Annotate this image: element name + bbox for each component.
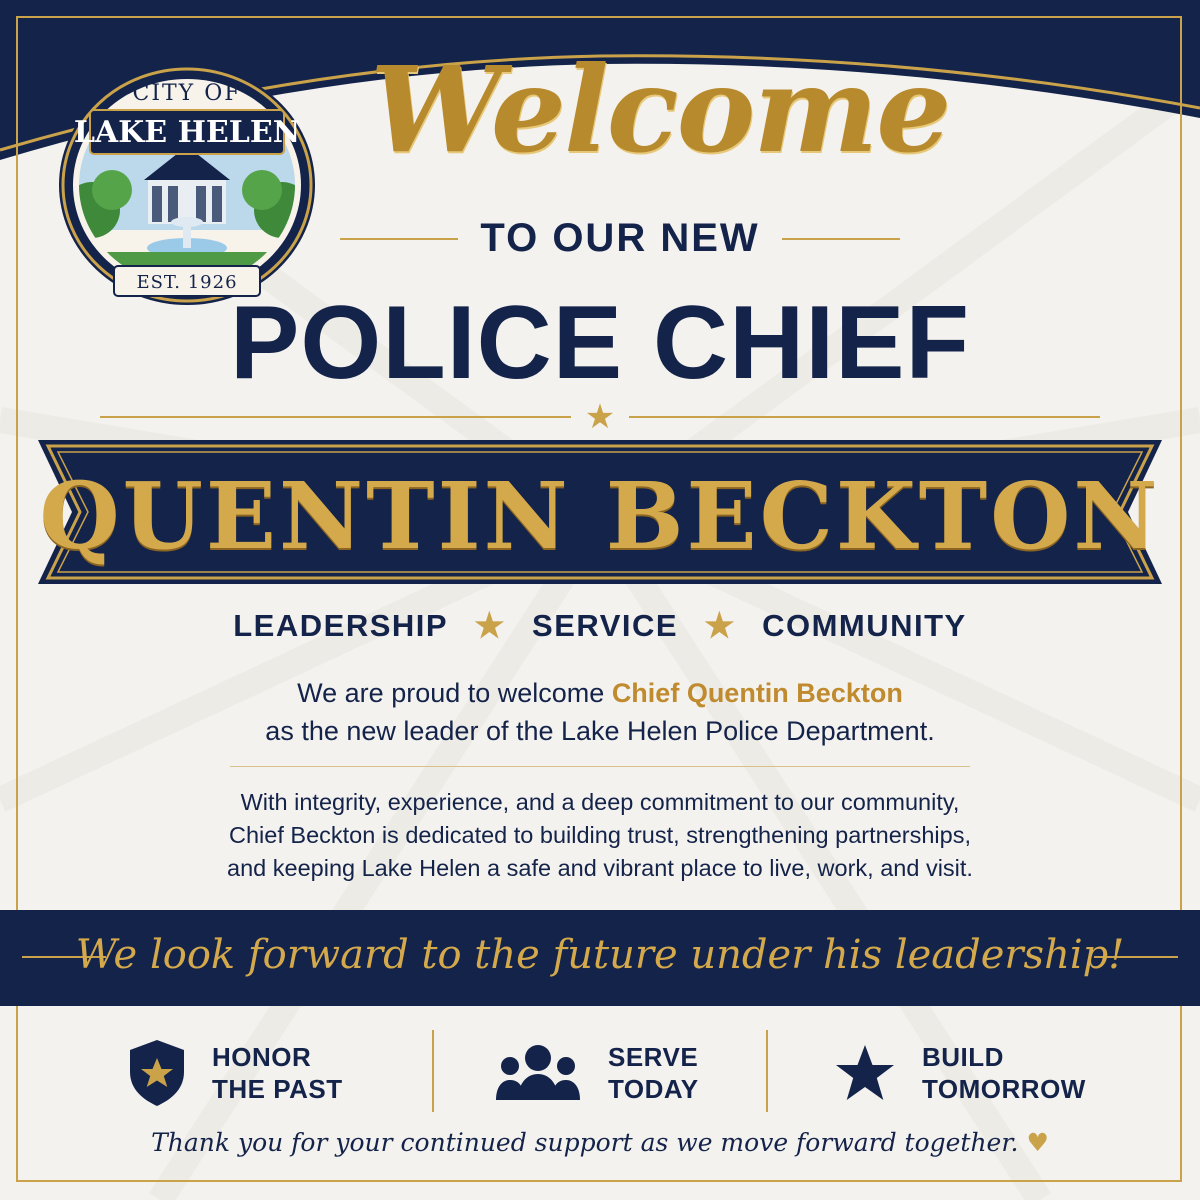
section-divider <box>230 766 970 767</box>
star-divider-rule-left <box>100 416 571 418</box>
intro-line-2: as the new leader of the Lake Helen Police Department. <box>265 716 935 746</box>
pillar-serve-label <box>608 1041 699 1105</box>
subtitle-rule-right <box>782 238 900 240</box>
value-separator-star-icon: ★ <box>474 607 507 645</box>
star-icon <box>834 1043 896 1103</box>
pillar-build <box>834 1028 1086 1118</box>
intro-highlight: Chief Quentin Beckton <box>611 678 903 708</box>
tagline-band <box>0 910 1200 1006</box>
pillar-divider <box>432 1030 434 1112</box>
star-divider-rule-right <box>629 416 1100 418</box>
shield-star-icon <box>128 1038 186 1108</box>
pillar-line: THE PAST <box>212 1074 343 1104</box>
pillar-line: HONOR <box>212 1042 312 1072</box>
seal-top-text: CITY OF <box>132 81 242 106</box>
pillar-serve <box>494 1028 699 1118</box>
pillar-honor <box>128 1028 343 1118</box>
body-paragraph <box>0 786 1200 885</box>
body-line: With integrity, experience, and a deep commitment to our community, <box>240 789 960 815</box>
value-separator-star-icon: ★ <box>704 607 737 645</box>
seal-est-text: EST. 1926 <box>136 272 238 293</box>
people-group-icon <box>494 1042 582 1104</box>
pillar-line: TOMORROW <box>922 1074 1086 1104</box>
intro-paragraph <box>0 674 1200 750</box>
subtitle-rule-left <box>340 238 458 240</box>
body-line: and keeping Lake Helen a safe and vibrant place to live, work, and visit. <box>227 855 973 881</box>
pillar-build-label <box>922 1041 1086 1105</box>
seal-name-text: LAKE HELEN <box>73 115 301 150</box>
pillar-line: TODAY <box>608 1074 699 1104</box>
intro-before: We are proud to welcome <box>297 678 612 708</box>
value-service: SERVICE <box>532 608 679 643</box>
page-title: POLICE CHIEF <box>229 285 971 401</box>
pillar-line: BUILD <box>922 1042 1004 1072</box>
subtitle-text: TO OUR NEW <box>480 216 760 260</box>
tagline-text: We look forward to the future under his leadership! <box>75 932 1125 978</box>
pillar-divider <box>766 1030 768 1112</box>
pillar-line: SERVE <box>608 1042 699 1072</box>
subtitle-row <box>340 216 900 261</box>
chief-name: QUENTIN BECKTON <box>39 462 1161 570</box>
city-seal <box>52 60 322 310</box>
value-leadership: LEADERSHIP <box>233 608 449 643</box>
value-community: COMMUNITY <box>762 608 967 643</box>
intro-line-1 <box>0 674 1200 712</box>
heart-icon: ♥ <box>1026 1128 1049 1157</box>
pillar-honor-label <box>212 1041 343 1105</box>
welcome-heading: Welcome <box>370 40 950 179</box>
footer-text: Thank you for your continued support as we move forward together. <box>151 1128 1019 1157</box>
pillars-row <box>0 1028 1200 1118</box>
divider-star-icon: ★ <box>584 397 616 437</box>
body-line: Chief Beckton is dedicated to building trust, strengthening partnerships, <box>229 822 971 848</box>
values-row <box>0 606 1200 646</box>
footer-thanks <box>0 1128 1200 1157</box>
star-divider <box>100 397 1100 437</box>
